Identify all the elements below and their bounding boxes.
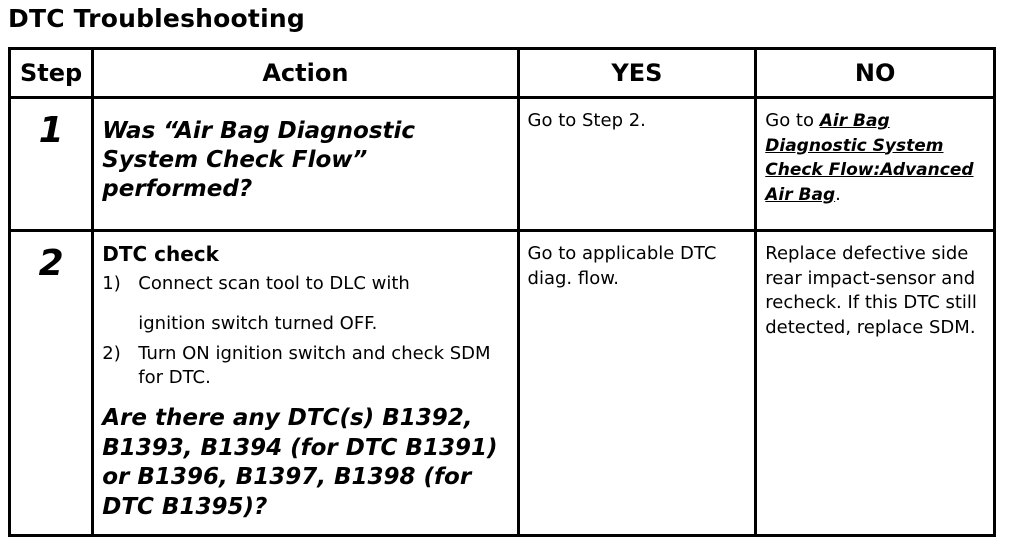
action-steps-list [94, 272, 516, 390]
table-row [10, 231, 995, 536]
no-cell [756, 98, 995, 231]
header-action: Action [93, 49, 518, 98]
action-question: Was “Air Bag Diagnostic System Check Flow” performed? [102, 118, 416, 202]
yes-cell [518, 98, 756, 231]
no-cell [756, 231, 995, 536]
list-item-continuation: ignition switch turned OFF. [138, 313, 378, 334]
no-text [757, 99, 993, 207]
header-no: NO [756, 49, 995, 98]
header-yes: YES [518, 49, 756, 98]
action-question: Are there any DTC(s) B1392, B1393, B1394 (for DTC B1391) or B1396, B1397, B1398 (for DTC B1395)? [102, 405, 498, 520]
step-cell [10, 231, 93, 536]
step-cell [10, 98, 93, 231]
list-item [102, 342, 508, 390]
dtc-table [8, 47, 996, 537]
list-item-text: Turn ON ignition switch and check SDM for DTC. [138, 343, 491, 388]
action-cell [93, 98, 518, 231]
action-cell [93, 231, 518, 536]
header-step: Step [10, 49, 93, 98]
list-item-number: 2) [102, 343, 121, 364]
yes-text: Go to applicable DTC diag. flow. [527, 243, 717, 289]
no-suffix: . [835, 183, 841, 205]
list-item-number: 1) [102, 273, 121, 294]
air-bag-check-flow-link[interactable]: Air Bag Diagnostic System Check Flow:Advanced Air Bag [765, 111, 974, 205]
table-row [10, 98, 995, 231]
yes-text: Go to Step 2. [527, 110, 646, 131]
action-heading: DTC check [102, 242, 219, 266]
no-prefix: Go to [765, 110, 815, 131]
yes-cell [518, 231, 756, 536]
list-item-text: Connect scan tool to DLC with [138, 273, 410, 294]
step-number: 1 [38, 110, 64, 151]
no-text: Replace defective side rear impact-sensor and recheck. If this DTC still detected, replace SDM. [765, 243, 977, 338]
table-header-row [10, 49, 995, 98]
list-item [102, 272, 508, 296]
page-title: DTC Troubleshooting [8, 4, 305, 33]
step-number: 2 [38, 243, 64, 284]
